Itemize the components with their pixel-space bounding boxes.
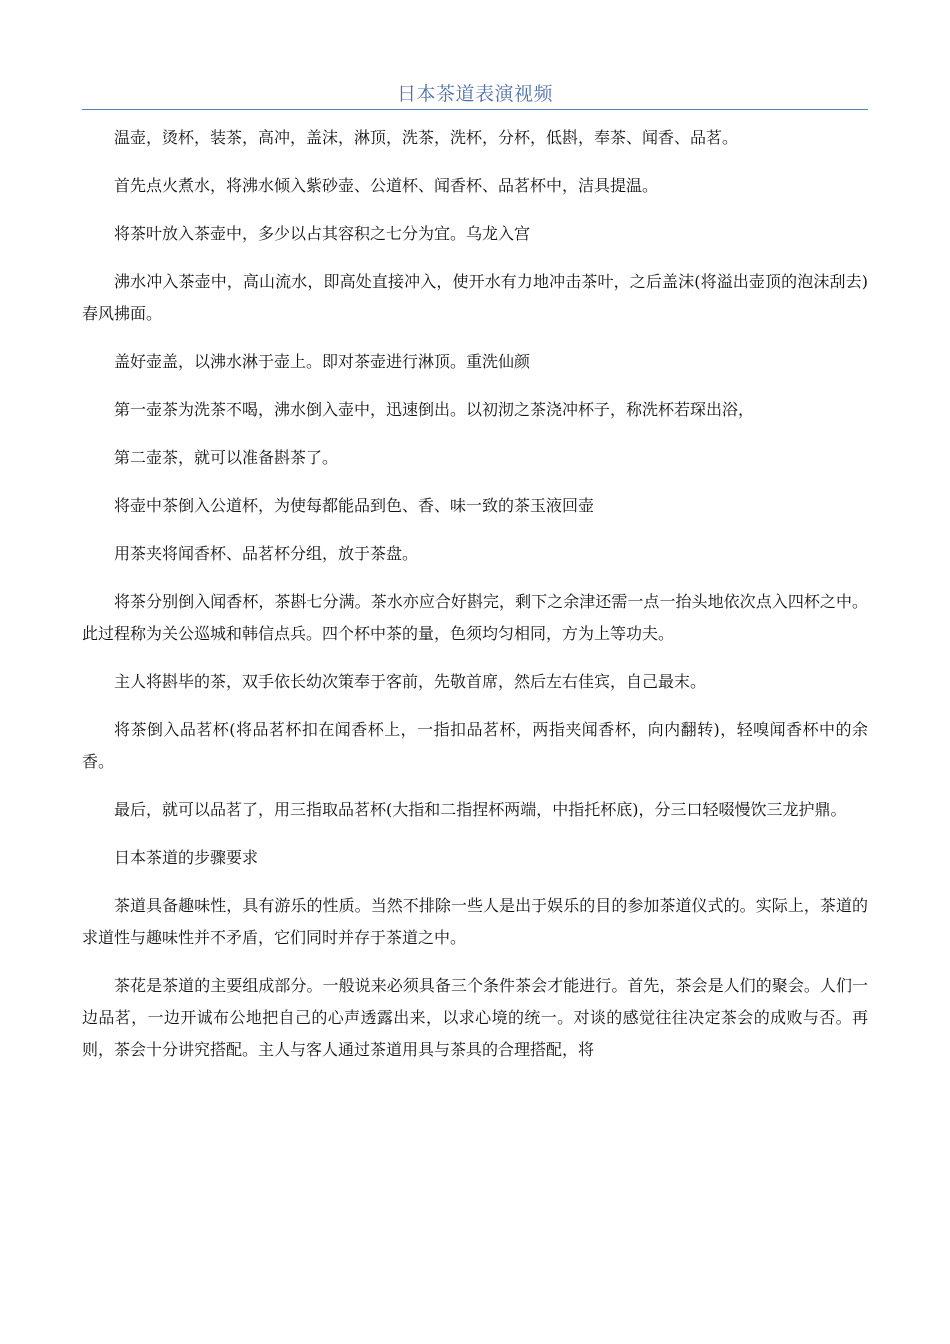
paragraph: 将茶叶放入茶壶中，多少以占其容积之七分为宜。乌龙入宫 (114, 224, 531, 243)
section-heading: 日本茶道的步骤要求 (114, 848, 259, 867)
paragraph: 茶花是茶道的主要组成部分。一般说来必须具备三个条件茶会才能进行。首先，茶会是人们的聚会。人们一边品茗，一边开诚布公地把自己的心声透露出来，以求心境的统一。对谈的感觉往往决定茶会的成败与否。再则，茶会十分讲究搭配。主人与客人通过茶道用具与茶具的合理搭配，将 (82, 976, 868, 1059)
header-title: 日本茶道表演视频 (396, 83, 553, 105)
document-body (82, 122, 868, 1082)
paragraph: 将茶倒入品茗杯(将品茗杯扣在闻香杯上，一指扣品茗杯，两指夹闻香杯，向内翻转)，轻嗅闻香杯中的余香。 (82, 720, 868, 771)
paragraph: 盖好壶盖，以沸水淋于壶上。即对茶壶进行淋顶。重洗仙颜 (114, 352, 531, 371)
paragraph: 将茶分别倒入闻香杯，茶斟七分满。茶水亦应合好斟完，剩下之余津还需一点一抬头地依次点入四杯之中。此过程称为关公巡城和韩信点兵。四个杯中茶的量，色须均匀相同，方为上等功夫。 (82, 592, 868, 643)
paragraph: 沸水冲入茶壶中，高山流水，即高处直接冲入，使开水有力地冲击茶叶，之后盖沫(将溢出壶顶的泡沫刮去)春风拂面。 (82, 272, 868, 323)
paragraph: 温壶，烫杯，装茶，高冲，盖沫，淋顶，洗茶，洗杯，分杯，低斟，奉茶、闻香、品茗。 (114, 128, 739, 147)
paragraph: 第二壶茶，就可以准备斟茶了。 (114, 448, 339, 467)
paragraph: 主人将斟毕的茶，双手依长幼次策奉于客前，先敬首席，然后左右佳宾，自己最末。 (114, 672, 707, 691)
paragraph: 第一壶茶为洗茶不喝，沸水倒入壶中，迅速倒出。以初沏之茶浇冲杯子，称洗杯若琛出浴， (114, 400, 755, 419)
page-header (82, 80, 868, 110)
paragraph: 茶道具备趣味性，具有游乐的性质。当然不排除一些人是出于娱乐的目的参加茶道仪式的。实际上，茶道的求道性与趣味性并不矛盾，它们同时并存于茶道之中。 (82, 896, 868, 947)
paragraph: 首先点火煮水，将沸水倾入紫砂壶、公道杯、闻香杯、品茗杯中，洁具提温。 (114, 176, 659, 195)
paragraph: 将壶中茶倒入公道杯，为使每都能品到色、香、味一致的茶玉液回壶 (114, 496, 595, 515)
paragraph: 用茶夹将闻香杯、品茗杯分组，放于茶盘。 (114, 544, 419, 563)
paragraph: 最后，就可以品茗了，用三指取品茗杯(大指和二指捏杯两端，中指托杯底)，分三口轻啜慢饮三龙护鼎。 (114, 800, 847, 819)
